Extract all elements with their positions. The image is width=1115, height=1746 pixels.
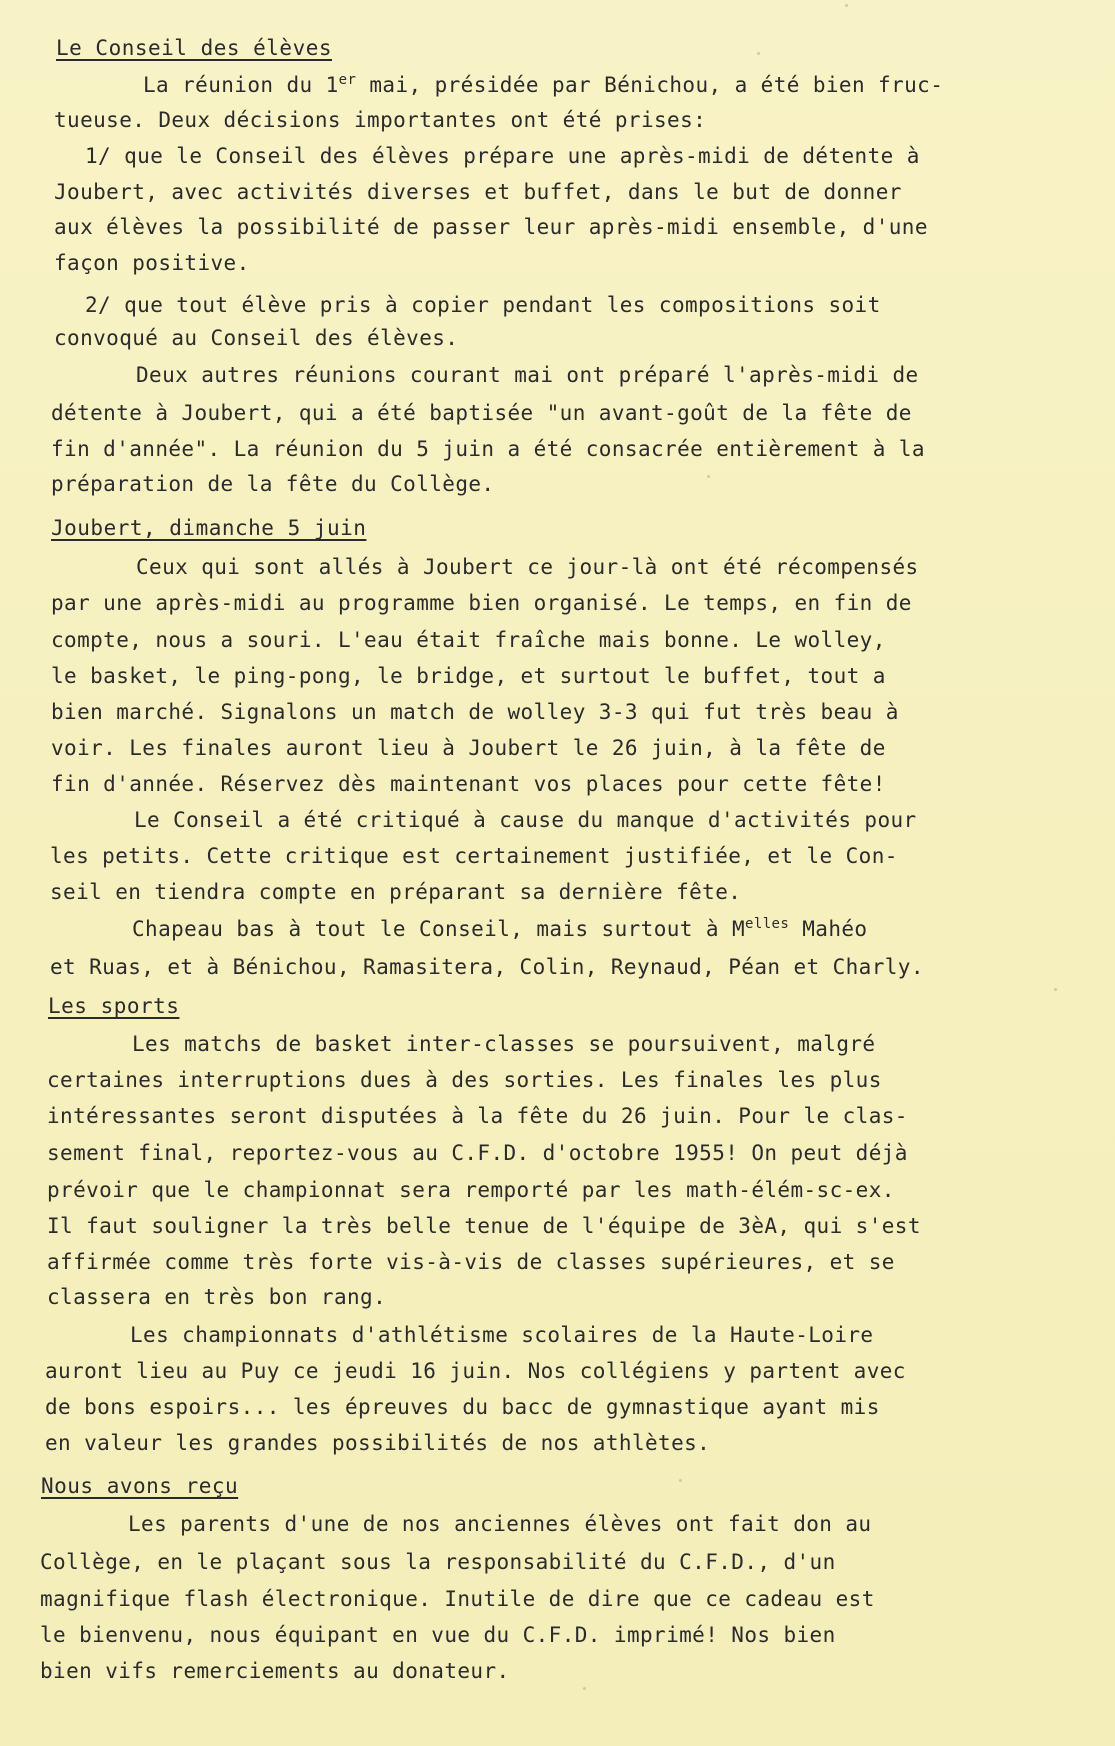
paragraph-line: bien vifs remerciements au donateur.: [40, 1659, 510, 1683]
section-heading: Les sports: [48, 994, 180, 1018]
paragraph-line: le bienvenu, nous équipant en vue du C.F.D. imprimé! Nos bien: [40, 1623, 836, 1647]
paragraph-line: sement final, reportez-vous au C.F.D. d'octobre 1955! On peut déjà: [47, 1141, 908, 1165]
paragraph-line: de bons espoirs... les épreuves du bacc de gymnastique ayant mis: [45, 1395, 880, 1419]
section-heading: Joubert, dimanche 5 juin: [51, 516, 367, 540]
paragraph-line: et Ruas, et à Bénichou, Ramasitera, Colin, Reynaud, Péan et Charly.: [50, 955, 924, 979]
paper-speck: [583, 1687, 586, 1690]
paragraph-line: voir. Les finales auront lieu à Joubert le 26 juin, à la fête de: [51, 736, 886, 760]
paper-speck: [679, 1479, 682, 1482]
paragraph-line: Les parents d'une de nos anciennes élèves ont fait don au: [128, 1512, 872, 1536]
paragraph-line: auront lieu au Puy ce jeudi 16 juin. Nos collégiens y partent avec: [45, 1359, 906, 1383]
paragraph-line: les petits. Cette critique est certainement justifiée, et le Con-: [50, 844, 898, 868]
paragraph-line: classera en très bon rang.: [47, 1285, 387, 1309]
paragraph-line: magnifique flash électronique. Inutile de dire que ce cadeau est: [40, 1587, 875, 1611]
paragraph-line: La réunion du 1er mai, présidée par Bénichou, a été bien fruc-: [143, 72, 944, 97]
paragraph-line: en valeur les grandes possibilités de nos athlètes.: [45, 1431, 711, 1455]
paragraph-line: Ceux qui sont allés à Joubert ce jour-là ont été récompensés: [136, 555, 919, 579]
paragraph-line: préparation de la fête du Collège.: [51, 472, 495, 496]
paragraph-line: seil en tiendra compte en préparant sa dernière fête.: [50, 880, 742, 904]
paragraph-line: Joubert, avec activités diverses et buffet, dans le but de donner: [54, 180, 902, 204]
paper-speck: [845, 4, 848, 7]
paragraph-line: compte, nous a souri. L'eau était fraîche mais bonne. Le wolley,: [51, 628, 886, 652]
paragraph-line: 2/ que tout élève pris à copier pendant les compositions soit: [85, 293, 881, 317]
paragraph-line: Le Conseil a été critiqué à cause du manque d'activités pour: [134, 808, 917, 832]
paragraph-line: Collège, en le plaçant sous la responsabilité du C.F.D., d'un: [40, 1550, 836, 1574]
paragraph-line: Chapeau bas à tout le Conseil, mais surtout à $M^{elles}$ Mahéo: [132, 916, 868, 941]
paragraph-line: certaines interruptions dues à des sorties. Les finales les plus: [47, 1068, 882, 1092]
paragraph-line: Il faut souligner la très belle tenue de l'équipe de 3èA, qui s'est: [47, 1214, 921, 1238]
paragraph-line: prévoir que le championnat sera remporté par les math-élém-sc-ex.: [47, 1178, 895, 1202]
paragraph-line: fin d'année. Réservez dès maintenant vos places pour cette fête!: [51, 772, 886, 796]
paper-speck: [707, 475, 710, 478]
paragraph-line: convoqué au Conseil des élèves.: [54, 326, 459, 350]
paragraph-line: intéressantes seront disputées à la fête du 26 juin. Pour le clas-: [47, 1104, 908, 1128]
paragraph-line: par une après-midi au programme bien organisé. Le temps, en fin de: [51, 591, 912, 615]
paragraph-line: Les matchs de basket inter-classes se poursuivent, malgré: [132, 1032, 876, 1056]
paragraph-line: aux élèves la possibilité de passer leur après-midi ensemble, d'une: [54, 215, 928, 239]
paragraph-line: 1/ que le Conseil des élèves prépare une après-midi de détente à: [85, 144, 920, 168]
paragraph-line: fin d'année". La réunion du 5 juin a été consacrée entièrement à la: [51, 437, 925, 461]
paragraph-line: Deux autres réunions courant mai ont préparé l'après-midi de: [136, 363, 919, 387]
paper-speck: [757, 52, 760, 55]
paragraph-line: affirmée comme très forte vis-à-vis de classes supérieures, et se: [47, 1250, 895, 1274]
paragraph-line: façon positive.: [54, 251, 250, 275]
paper-speck: [1054, 988, 1057, 991]
paragraph-line: le basket, le ping-pong, le bridge, et surtout le buffet, tout a: [51, 664, 886, 688]
paragraph-line: tueuse. Deux décisions importantes ont été prises:: [54, 108, 707, 132]
paragraph-line: bien marché. Signalons un match de wolley 3-3 qui fut très beau à: [51, 700, 899, 724]
paragraph-line: détente à Joubert, qui a été baptisée "un avant-goût de la fête de: [51, 401, 912, 425]
section-heading: Le Conseil des élèves: [56, 36, 333, 60]
section-heading: Nous avons reçu: [41, 1474, 239, 1498]
paragraph-line: Les championnats d'athlétisme scolaires de la Haute-Loire: [130, 1323, 874, 1347]
